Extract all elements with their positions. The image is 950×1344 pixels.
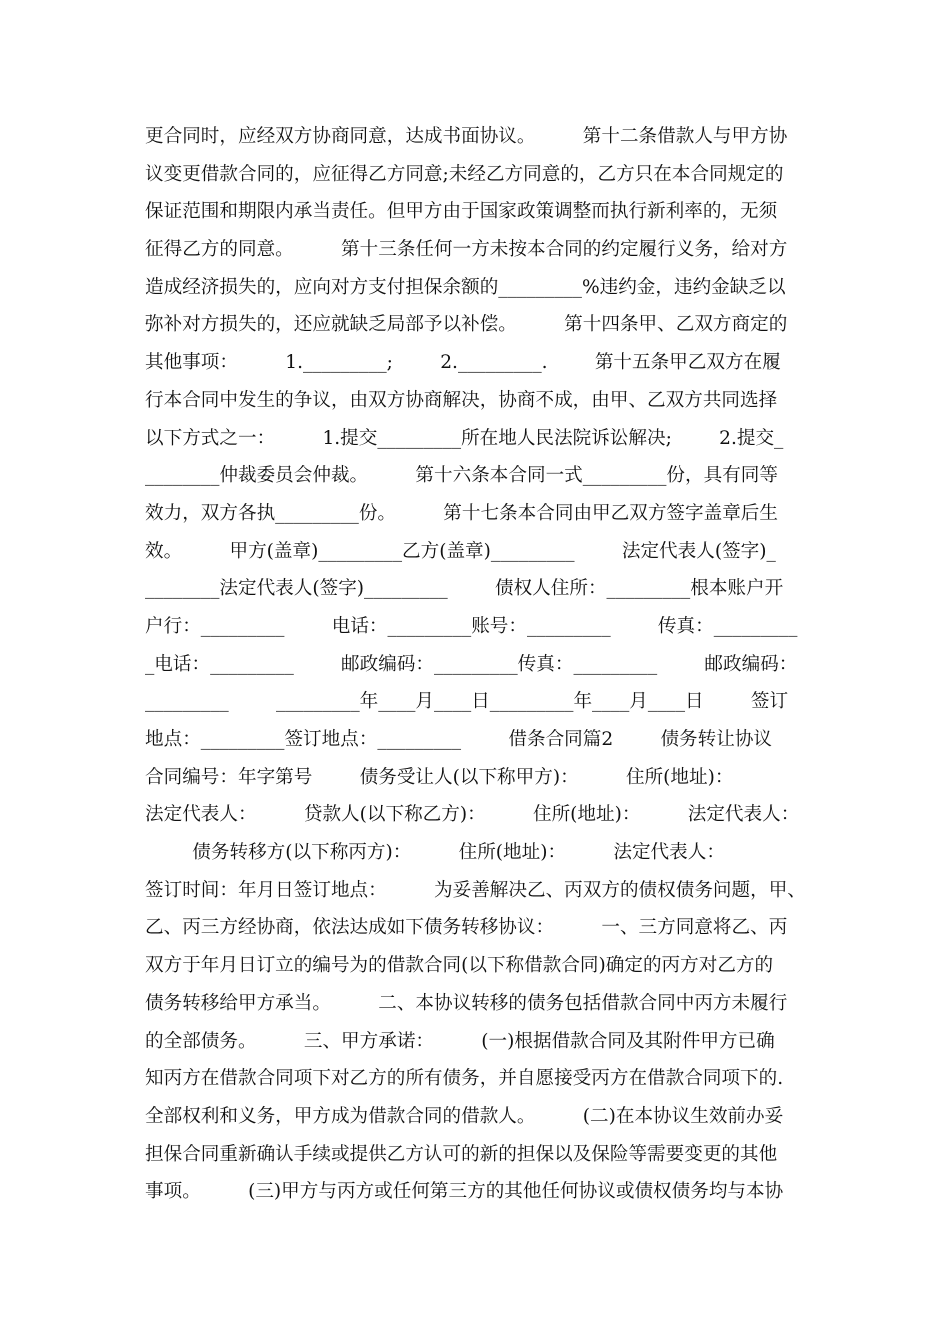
text-line: 效力，双方各执_________份。 第十七条本合同由甲乙双方签字盖章后生	[145, 502, 778, 524]
text-line: 事项。 (三)甲方与丙方或任何第三方的其他任何协议或债权债务均与本协	[145, 1181, 784, 1203]
text-line: 弥补对方损失的，还应就缺乏局部予以补偿。 第十四条甲、乙双方商定的	[145, 314, 788, 336]
text-line: 签订时间：年月日签订地点： 为妥善解决乙、丙双方的债权债务问题，甲、	[145, 879, 806, 901]
text-line: _电话：_________ 邮政编码：_________传真：_________ 邮政编码：	[145, 653, 798, 675]
text-line: 以下方式之一： 1.提交_________所在地人民法院诉讼解决; 2.提交_	[145, 427, 784, 449]
text-line: 效。 甲方(盖章)_________乙方(盖章)_________ 法定代表人(签字)_	[145, 540, 776, 562]
text-line: 征得乙方的同意。 第十三条任何一方未按本合同的约定履行义务，给对方	[145, 239, 788, 261]
text-line: 造成经济损失的，应向对方支付担保余额的_________%违约金，违约金缺乏以	[145, 276, 786, 298]
text-line: 知丙方在借款合同项下对乙方的所有债务，并自愿接受丙方在借款合同项下的.	[145, 1068, 784, 1090]
text-line: 议变更借款合同的，应征得乙方同意;未经乙方同意的，乙方只在本合同规定的	[145, 163, 784, 185]
text-line: 法定代表人： 贷款人(以下称乙方)： 住所(地址)： 法定代表人：	[145, 804, 800, 826]
text-line: 全部权利和义务，甲方成为借款合同的借款人。 (二)在本协议生效前办妥	[145, 1105, 784, 1127]
text-line: 其他事项： 1._________; 2._________. 第十五条甲乙双方在履	[145, 352, 781, 374]
text-line: 更合同时，应经双方协商同意，达成书面协议。 第十二条借款人与甲方协	[145, 126, 788, 147]
text-line: _________ _________年____月____日_________年____月____日 签订	[145, 691, 789, 713]
text-line: 担保合同重新确认手续或提供乙方认可的新的担保以及保险等需要变更的其他	[145, 1143, 778, 1165]
text-line: 双方于年月日订立的编号为的借款合同(以下称借款合同)确定的丙方对乙方的	[145, 955, 774, 977]
text-line: 行本合同中发生的争议，由双方协商解决，协商不成，由甲、乙双方共同选择	[145, 389, 778, 411]
text-line: ________仲裁委员会仲裁。 第十六条本合同一式_________份，具有同等	[145, 465, 778, 487]
text-line: ________法定代表人(签字)_________ 债权人住所：_________根本账户开	[145, 578, 784, 600]
text-line: 债务转移给甲方承当。 二、本协议转移的债务包括借款合同中丙方未履行	[145, 992, 788, 1014]
contract-body	[145, 118, 815, 1211]
text-line: 的全部债务。 三、甲方承诺： (一)根据借款合同及其附件甲方已确	[145, 1030, 775, 1052]
text-line: 地点：_________签订地点：_________ 借条合同篇2 债务转让协议	[145, 729, 773, 750]
text-line: 户行：_________ 电话：_________账号：_________ 传真：_________	[145, 615, 798, 637]
text-line: 合同编号：年字第号 债务受让人(以下称甲方)： 住所(地址)：	[145, 766, 734, 788]
text-line: 保证范围和期限内承当责任。但甲方由于国家政策调整而执行新利率的，无须	[145, 201, 778, 223]
text-line: 乙、丙三方经协商，依法达成如下债务转移协议： 一、三方同意将乙、丙	[145, 917, 788, 939]
text-line: 债务转移方(以下称丙方)： 住所(地址)： 法定代表人：	[145, 842, 725, 864]
